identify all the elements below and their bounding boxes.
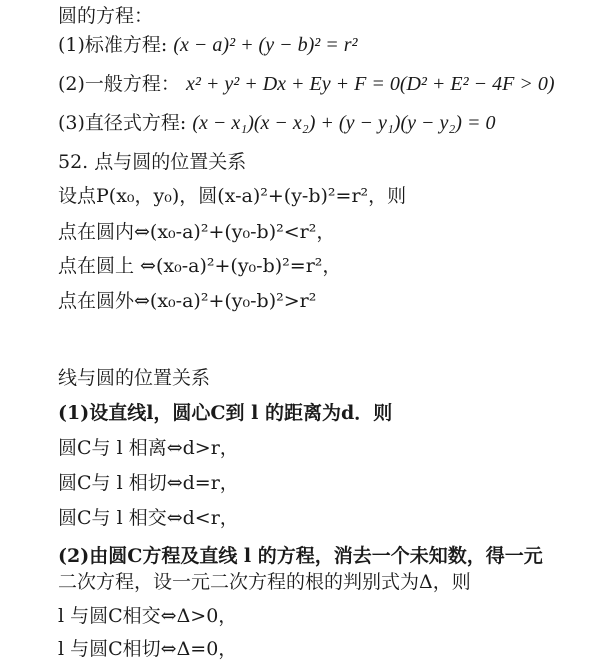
- standard-equation: [58, 33, 358, 57]
- standard-formula: (x − a)² + (y − b)² = r²: [173, 34, 358, 56]
- point-on-condition: 点在圆上 ⇔(x₀-a)²+(y₀-b)²=r²，: [58, 255, 342, 277]
- separate-condition: 圆C与 l 相离⇔d>r，: [58, 437, 239, 459]
- general-equation: [58, 72, 555, 96]
- general-label: (2)一般方程：: [58, 73, 180, 95]
- point-outside-condition: 点在圆外⇔(x₀-a)²+(y₀-b)²>r²: [58, 290, 317, 312]
- discriminant-tangent-condition-cutoff: l 与圆C相切⇔Δ=0，: [58, 638, 238, 660]
- point-inside-condition: 点在圆内⇔(x₀-a)²+(y₀-b)²<r²，: [58, 221, 336, 243]
- diameter-formula: (x − x₁)(x − x₂) + (y − y₁)(y − y₂) = 0: [192, 112, 496, 134]
- discriminant-intersect-condition: l 与圆C相交⇔Δ>0，: [58, 605, 238, 627]
- standard-label: (1)标准方程:: [58, 34, 168, 56]
- method-discriminant-line2: 二次方程，设一元二次方程的根的判别式为Δ，则: [58, 571, 471, 593]
- method-distance: (1)设直线l，圆心C到 l 的距离为d．则: [58, 402, 393, 424]
- intersect-condition: 圆C与 l 相交⇔d<r，: [58, 507, 239, 529]
- circle-equations-heading: 圆的方程：: [58, 5, 154, 27]
- tangent-condition: 圆C与 l 相切⇔d=r，: [58, 472, 239, 494]
- method-discriminant-line1: (2)由圆C方程及直线 l 的方程，消去一个未知数，得一元: [58, 545, 543, 567]
- point-circle-setup: 设点P(x₀，y₀)，圆(x-a)²+(y-b)²=r²，则: [58, 185, 407, 207]
- point-circle-heading: 52. 点与圆的位置关系: [58, 151, 247, 173]
- line-circle-heading: 线与圆的位置关系: [58, 367, 211, 389]
- diameter-equation: [58, 111, 495, 135]
- diameter-label: (3)直径式方程:: [58, 112, 187, 134]
- general-formula: x² + y² + Dx + Ey + F = 0(D² + E² − 4F > 0): [185, 73, 555, 95]
